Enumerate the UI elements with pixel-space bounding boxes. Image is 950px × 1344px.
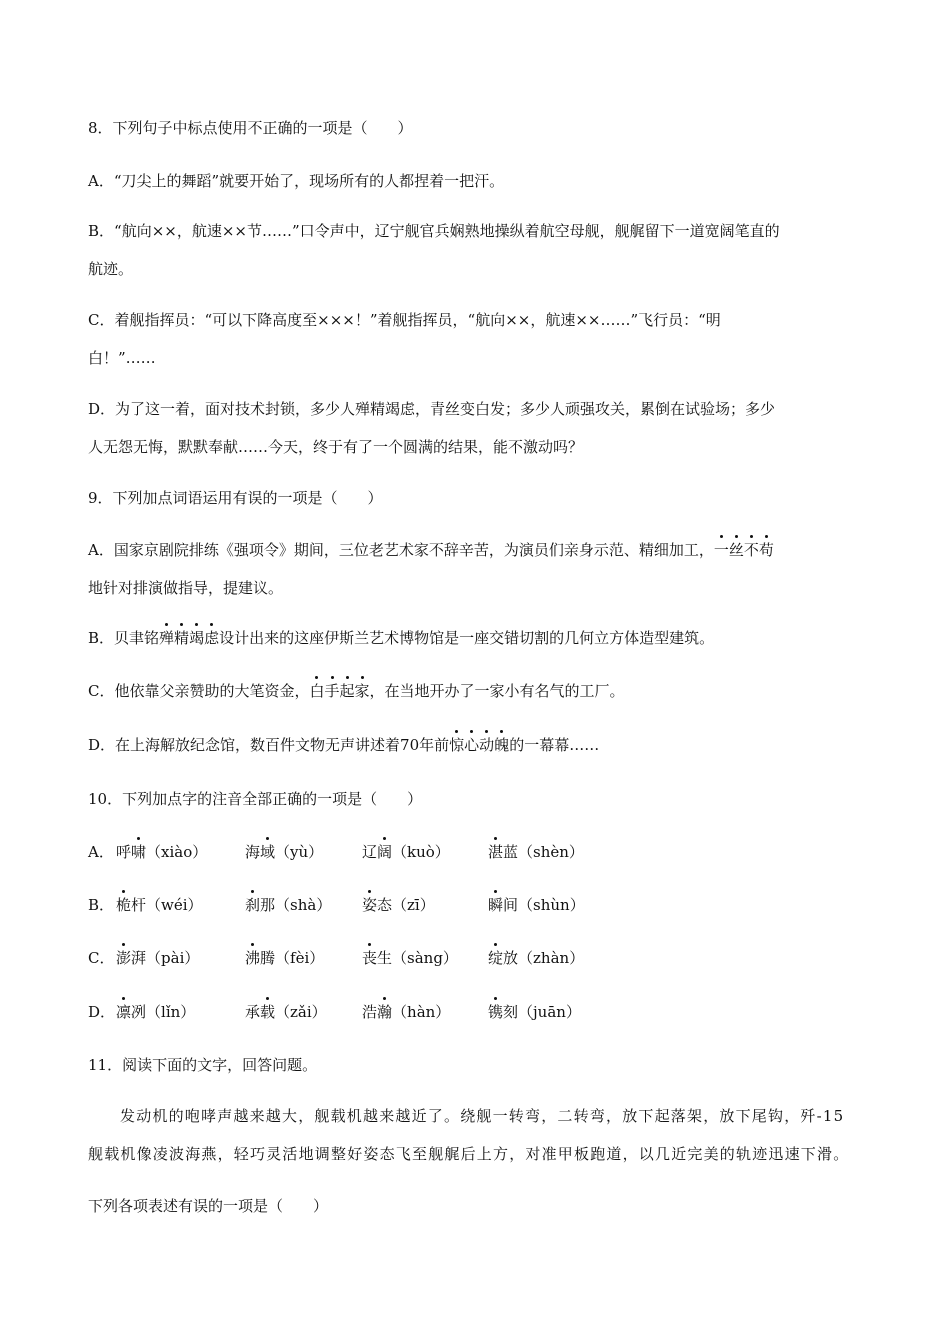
q9-c-pre: C．他依靠父亲赞助的大笔资金，	[88, 682, 310, 700]
q9-d-pre: D．在上海解放纪念馆，数百件文物无声讲述着70年前	[88, 736, 450, 754]
emphasis-char: 不	[743, 541, 759, 559]
q8-option-b-line1: B．“航向××，航速××节……”口令声中，辽宁舰官兵娴熟地操纵着航空母舰，舰艉留下一道宽阔笔直的	[88, 222, 780, 240]
q9-d-dotted-word	[449, 736, 509, 754]
q10-pinyin-item	[362, 948, 458, 968]
pinyin: （pài）	[146, 949, 200, 967]
emphasis-char: 载	[260, 1003, 276, 1021]
word-suffix: 生	[377, 949, 393, 967]
pinyin: （juān）	[518, 1003, 581, 1021]
q10-pinyin-item	[245, 948, 324, 968]
q8-option-c-line2: 白！”……	[88, 349, 156, 367]
pinyin: （shèn）	[518, 843, 584, 861]
emphasis-char: 凛	[116, 1003, 132, 1021]
q9-option-a-line1	[88, 540, 774, 560]
q9-b-dotted-word	[159, 629, 219, 647]
emphasis-char: 沸	[245, 949, 261, 967]
emphasis-char: 阔	[377, 843, 393, 861]
q10-pinyin-item	[245, 895, 331, 915]
word-suffix: 放	[503, 949, 519, 967]
pinyin: （sàng）	[392, 949, 458, 967]
emphasis-char: 魄	[494, 736, 510, 754]
emphasis-char: 虑	[204, 629, 220, 647]
q9-d-post: 的一幕幕……	[509, 736, 600, 754]
emphasis-char: 桅	[116, 896, 132, 914]
word-suffix: 刻	[503, 1003, 519, 1021]
emphasis-char: 丧	[362, 949, 378, 967]
word-suffix: 态	[377, 896, 393, 914]
emphasis-char: 心	[464, 736, 480, 754]
q10-pinyin-item	[116, 948, 199, 968]
q8-option-d-line1: D．为了这一着，面对技术封锁，多少人殚精竭虑，青丝变白发；多少人顽强攻关，累倒在试验场；多少	[88, 400, 776, 418]
q10-option-label: D．	[88, 1003, 116, 1021]
emphasis-char: 精	[174, 629, 190, 647]
q10-pinyin-item	[245, 1002, 327, 1022]
emphasis-char: 姿	[362, 896, 378, 914]
word-suffix: 蓝	[503, 843, 519, 861]
q10-pinyin-item	[116, 842, 207, 862]
emphasis-char: 瀚	[377, 1003, 393, 1021]
emphasis-char: 域	[260, 843, 276, 861]
q9-option-d	[88, 735, 599, 755]
q10-pinyin-item	[488, 842, 584, 862]
q8-option-b-line2: 航迹。	[88, 260, 134, 278]
pinyin: （zǎi）	[275, 1003, 327, 1021]
emphasis-char: 殚	[159, 629, 175, 647]
q9-c-post: ，在当地开办了一家小有名气的工厂。	[369, 682, 625, 700]
emphasis-char: 竭	[189, 629, 205, 647]
word-suffix: 冽	[131, 1003, 147, 1021]
q11-passage-line1: 发动机的咆哮声越来越大，舰载机越来越近了。绕舰一转弯，二转弯，放下起落架，放下尾钩，歼-15	[120, 1107, 845, 1125]
q9-option-b	[88, 628, 714, 648]
q9-b-post: 设计出来的这座伊斯兰艺术博物馆是一座交错切割的几何立方体造型建筑。	[219, 629, 715, 647]
q10-pinyin-item	[488, 948, 584, 968]
pinyin: （xiào）	[146, 843, 208, 861]
emphasis-char: 动	[479, 736, 495, 754]
pinyin: （lǐn）	[146, 1003, 196, 1021]
pinyin: （shà）	[275, 896, 332, 914]
emphasis-char: 苟	[758, 541, 774, 559]
emphasis-char: 绽	[488, 949, 504, 967]
word-suffix: 间	[503, 896, 519, 914]
word-suffix: 那	[260, 896, 276, 914]
q8-option-c-line1: C．着舰指挥员：“可以下降高度至×××！”着舰指挥员，“航向××，航速××……”飞行员：“明	[88, 311, 721, 329]
emphasis-char: 澎	[116, 949, 132, 967]
emphasis-char: 一	[713, 541, 729, 559]
q10-option-label: C．	[88, 949, 115, 967]
emphasis-char: 丝	[728, 541, 744, 559]
q10-pinyin-item	[362, 895, 435, 915]
pinyin: （hàn）	[392, 1003, 451, 1021]
pinyin: （kuò）	[392, 843, 450, 861]
emphasis-char: 家	[354, 682, 370, 700]
word-suffix: 湃	[131, 949, 147, 967]
pinyin: （yù）	[275, 843, 324, 861]
word-suffix: 杆	[131, 896, 147, 914]
q10-pinyin-item	[245, 842, 323, 862]
q10-pinyin-item	[116, 1002, 195, 1022]
pinyin: （zhàn）	[518, 949, 585, 967]
q11-passage-line2: 舰载机像凌波海燕，轻巧灵活地调整好姿态飞至舰艉后上方，对准甲板跑道，以几近完美的轨迹迅速下滑。	[88, 1145, 850, 1163]
q10-pinyin-item	[362, 842, 450, 862]
q8-option-d-line2: 人无怨无悔，默默奉献……今天，终于有了一个圆满的结果，能不激动吗？	[88, 438, 584, 456]
q11-stem: 11．阅读下面的文字，回答问题。	[88, 1056, 318, 1074]
emphasis-char: 镌	[488, 1003, 504, 1021]
word-prefix: 浩	[362, 1003, 378, 1021]
emphasis-char: 起	[339, 682, 355, 700]
q9-a-dotted-word	[714, 541, 774, 559]
q10-pinyin-item	[488, 1002, 581, 1022]
word-prefix: 辽	[362, 843, 378, 861]
q10-option-label: B．	[88, 896, 115, 914]
q8-stem: 8．下列句子中标点使用不正确的一项是（ ）	[88, 119, 413, 137]
pinyin: （wéi）	[146, 896, 203, 914]
q9-option-c	[88, 681, 625, 701]
q10-pinyin-item	[116, 895, 203, 915]
emphasis-char: 刹	[245, 896, 261, 914]
emphasis-char: 瞬	[488, 896, 504, 914]
q10-pinyin-item	[488, 895, 585, 915]
pinyin: （zī）	[392, 896, 435, 914]
pinyin: （fèi）	[275, 949, 325, 967]
q9-option-a-line2: 地针对排演做指导，提建议。	[88, 579, 284, 597]
q10-stem: 10．下列加点字的注音全部正确的一项是（ ）	[88, 790, 423, 808]
pinyin: （shùn）	[518, 896, 585, 914]
q10-pinyin-item	[362, 1002, 450, 1022]
emphasis-char: 湛	[488, 843, 504, 861]
q9-a-text: A．国家京剧院排练《强项令》期间，三位老艺术家不辞辛苦，为演员们亲身示范、精细加工，	[88, 541, 714, 559]
q9-stem: 9．下列加点词语运用有误的一项是（ ）	[88, 489, 383, 507]
q8-option-a: A．“刀尖上的舞蹈”就要开始了，现场所有的人都捏着一把汗。	[88, 172, 505, 190]
word-prefix: 呼	[116, 843, 132, 861]
word-suffix: 腾	[260, 949, 276, 967]
emphasis-char: 惊	[449, 736, 465, 754]
q10-option-label: A．	[88, 843, 114, 861]
emphasis-char: 手	[324, 682, 340, 700]
emphasis-char: 白	[309, 682, 325, 700]
emphasis-char: 啸	[131, 843, 147, 861]
word-prefix: 承	[245, 1003, 261, 1021]
q11-question: 下列各项表述有误的一项是（ ）	[88, 1197, 329, 1215]
q9-c-dotted-word	[309, 682, 369, 700]
q9-b-pre: B．贝聿铭	[88, 629, 160, 647]
word-prefix: 海	[245, 843, 261, 861]
